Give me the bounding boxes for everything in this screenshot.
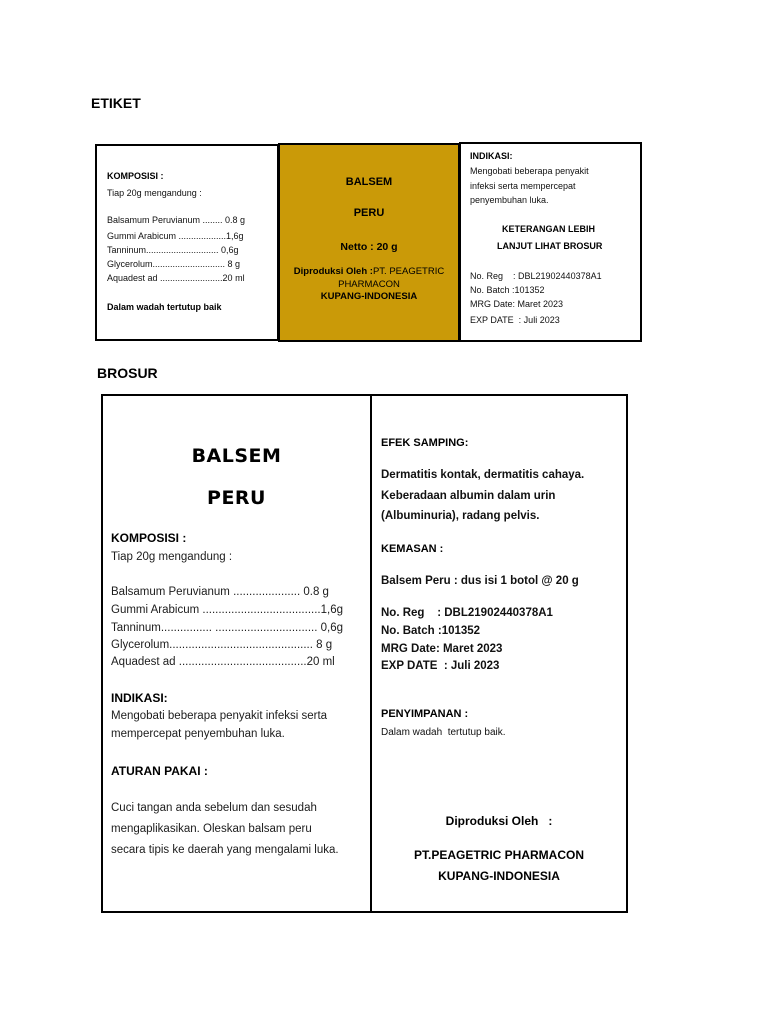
komposisi-title: KOMPOSISI : xyxy=(107,171,164,181)
producer-label: Diproduksi Oleh : xyxy=(293,266,373,277)
brosur-mfg-date: MRG Date: Maret 2023 xyxy=(381,643,503,655)
brosur-komposisi-title: KOMPOSISI : xyxy=(111,531,187,545)
indikasi-line: Mengobati beberapa penyakit xyxy=(470,166,589,176)
efek-samping-line: Dermatitis kontak, dermatitis cahaya. xyxy=(381,469,585,481)
brosur-batch-number: No. Batch :101352 xyxy=(381,625,481,637)
aturan-pakai-line: mengaplikasikan. Oleskan balsam peru xyxy=(111,823,312,835)
penyimpanan-title: PENYIMPANAN : xyxy=(381,708,469,720)
ingredient-line: Balsamum Peruvianum ........ 0.8 g xyxy=(107,215,246,225)
brosur-product-name-line2: PERU xyxy=(207,487,266,509)
penyimpanan-text: Dalam wadah tertutup baik. xyxy=(381,727,506,738)
etiket-left-panel xyxy=(95,144,279,341)
brosur-producer-location: KUPANG-INDONESIA xyxy=(438,869,560,883)
ingredient-line: Gummi Arabicum ...................1,6g xyxy=(107,231,244,241)
efek-samping-line: Keberadaan albumin dalam urin xyxy=(381,490,556,502)
brosur-heading: BROSUR xyxy=(97,365,158,381)
batch-number: No. Batch :101352 xyxy=(470,285,545,295)
brosur-indikasi-title: INDIKASI: xyxy=(111,691,168,705)
producer-name-part1: PT. PEAGETRIC xyxy=(372,266,445,277)
brosur-ingredient-line: Aquadest ad ........................................20 ml xyxy=(111,656,335,668)
storage-note: Dalam wadah tertutup baik xyxy=(107,302,222,312)
brosur-komposisi-intro: Tiap 20g mengandung : xyxy=(111,551,233,563)
brosur-note-line2: LANJUT LIHAT BROSUR xyxy=(497,241,603,251)
kemasan-text: Balsem Peru : dus isi 1 botol @ 20 g xyxy=(381,575,579,587)
brosur-producer-name: PT.PEAGETRIC PHARMACON xyxy=(413,848,584,862)
efek-samping-title: EFEK SAMPING: xyxy=(381,437,469,449)
brosur-product-name-line1: BALSEM xyxy=(191,445,282,467)
ingredient-line: Tanninum............................. 0,6g xyxy=(107,245,239,255)
producer-name-part2: PHARMACON xyxy=(338,279,400,290)
indikasi-title: INDIKASI: xyxy=(470,151,513,161)
reg-number: No. Reg : DBL21902440378A1 xyxy=(470,271,602,281)
brosur-ingredient-line: Gummi Arabicum .....................................1,6g xyxy=(111,604,343,616)
komposisi-intro: Tiap 20g mengandung : xyxy=(107,188,202,198)
brosur-right-panel xyxy=(370,394,628,913)
brosur-ingredient-line: Tanninum................ ................................ 0,6g xyxy=(111,622,343,634)
netto-label: Netto : 20 g xyxy=(340,241,398,253)
kemasan-title: KEMASAN : xyxy=(381,543,444,555)
etiket-center-panel xyxy=(278,143,460,342)
ingredient-line: Aquadest ad .........................20 ml xyxy=(107,273,245,283)
aturan-pakai-line: Cuci tangan anda sebelum dan sesudah xyxy=(111,802,317,814)
mfg-date: MRG Date: Maret 2023 xyxy=(470,299,564,309)
aturan-pakai-line: secara tipis ke daerah yang mengalami luka. xyxy=(111,844,339,856)
indikasi-line: penyembuhan luka. xyxy=(470,195,549,205)
brosur-reg-number: No. Reg : DBL21902440378A1 xyxy=(381,607,553,619)
efek-samping-line: (Albuminuria), radang pelvis. xyxy=(381,510,540,522)
exp-date: EXP DATE : Juli 2023 xyxy=(470,315,560,325)
brosur-indikasi-line: Mengobati beberapa penyakit infeksi serta xyxy=(111,710,328,722)
brosur-ingredient-line: Balsamum Peruvianum ..................... 0.8 g xyxy=(111,586,329,598)
producer-location: KUPANG-INDONESIA xyxy=(320,291,418,302)
indikasi-line: infeksi serta mempercepat xyxy=(470,181,576,191)
product-name-line1: BALSEM xyxy=(345,176,393,188)
aturan-pakai-title: ATURAN PAKAI : xyxy=(111,764,208,778)
etiket-heading: ETIKET xyxy=(91,95,141,111)
brosur-indikasi-line: mempercepat penyembuhan luka. xyxy=(111,728,285,740)
brosur-ingredient-line: Glycerolum............................................. 8 g xyxy=(111,639,333,651)
ingredient-line: Glycerolum............................. 8 g xyxy=(107,259,241,269)
etiket-right-panel xyxy=(459,142,642,342)
product-name-line2: PERU xyxy=(353,207,385,219)
producer-line xyxy=(280,266,458,277)
brosur-note-line1: KETERANGAN LEBIH xyxy=(502,224,596,234)
brosur-left-panel xyxy=(101,394,372,913)
brosur-producer-label: Diproduksi Oleh : xyxy=(445,814,553,828)
brosur-exp-date: EXP DATE : Juli 2023 xyxy=(381,660,500,672)
